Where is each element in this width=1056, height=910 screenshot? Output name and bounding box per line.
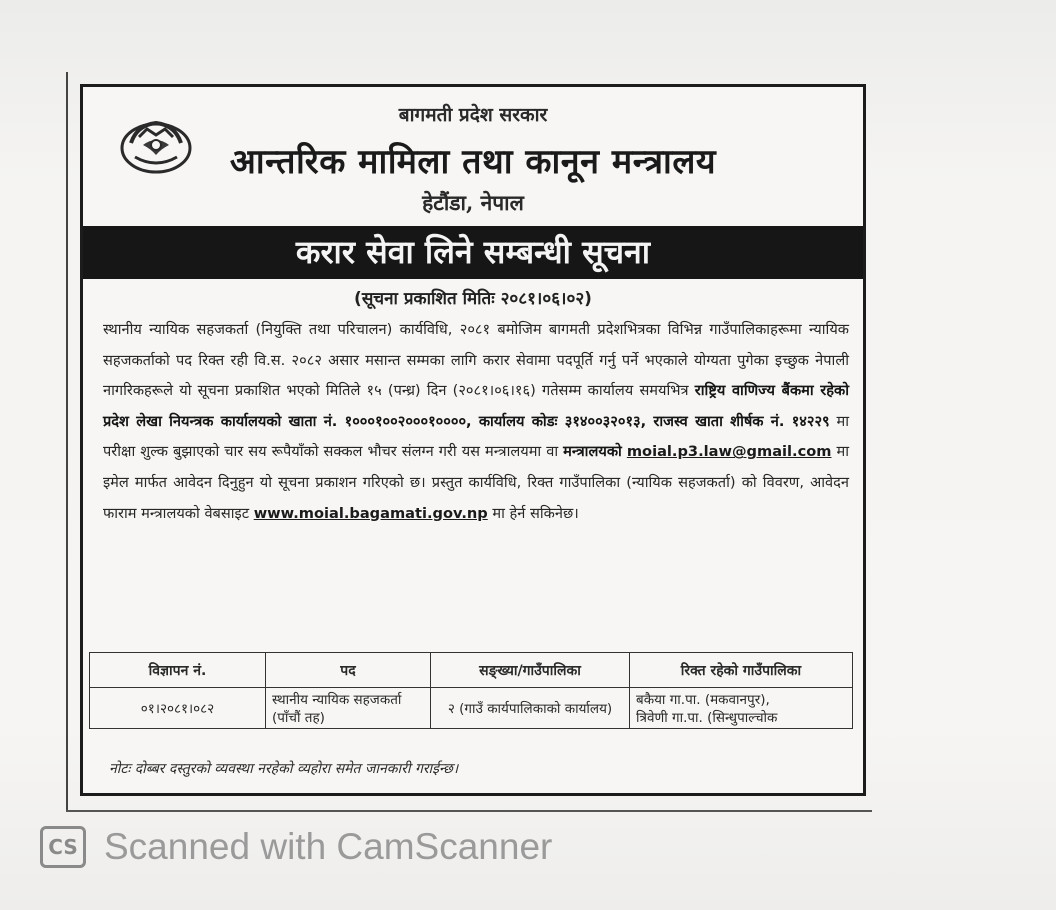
header-vacancy: रिक्त रहेको गाउँपालिका (630, 653, 853, 688)
vacancy-line-1: बकैया गा.पा. (मकवानपुर), (636, 692, 770, 708)
cell-ad-no: ०१।२०८१।०८२ (90, 688, 266, 729)
outer-border-left (66, 72, 68, 812)
notice-frame (80, 84, 866, 796)
ministry-location: हेटौंडा, नेपाल (422, 190, 524, 215)
body-text-part-2: मा परीक्षा शुल्क बुझाएको चार सय रूपैयाँको सक्कल भौचर संलग्न गरी यस मन्त्रालयमा वा (103, 412, 849, 461)
table-header-row (90, 653, 853, 688)
header-post: पद (266, 653, 431, 688)
footnote: नोटः दोब्बर दस्तुरको व्यवस्था नरहेको व्यहोरा समेत जानकारी गराईन्छ। (109, 761, 459, 777)
email-link[interactable]: moial.p3.law@gmail.com (626, 443, 832, 461)
publication-date: (सूचना प्रकाशित मितिः २०८१।०६।०२) (354, 289, 592, 309)
ministry-name: आन्तरिक मामिला तथा कानून मन्त्रालय (229, 142, 717, 182)
vacancy-line-2: त्रिवेणी गा.पा. (सिन्धुपाल्चोक (636, 710, 778, 726)
vacancy-table (89, 652, 853, 729)
bank-account-details: राष्ट्रिय वाणिज्य बैंकमा रहेको प्रदेश लेखा नियन्त्रक कार्यालयको खाता नं. १०००१००२०००१००००, कार्यालय कोडः ३१४००३२०१३, राजस्व खाता शीर्षक नं. १४२२९ (103, 382, 849, 430)
header-ad-no: विज्ञापन नं. (90, 653, 266, 688)
ministry-label: मन्त्रालयको (563, 443, 622, 461)
body-text-part-1: स्थानीय न्यायिक सहजकर्ता (नियुक्ति तथा परिचालन) कार्यविधि, २०८१ बमोजिम बागमती प्रदेशभित्रका विभिन्न गाउँपालिकाहरूमा न्यायिक सहजकर्ताको पद रिक्त रही वि.स. २०८२ असार मसान्त सम्मका लागि करार सेवामा पदपूर्ति गर्नु पर्ने भएकाले योग्यता पुगेका इच्छुक नेपाली नागरिकहरूले यो सूचना प्रकाशित भएको मितिले १५ (पन्ध्र) दिन (२०८१।०६।१६) गतेसम्म कार्यालय समयभित्र (103, 321, 849, 400)
table-row (90, 688, 853, 729)
cell-post: स्थानीय न्यायिक सहजकर्ता (पाँचौं तह) (266, 688, 431, 729)
website-link[interactable]: www.moial.bagamati.gov.np (253, 504, 488, 522)
government-name: बागमती प्रदेश सरकार (398, 104, 548, 126)
outer-border-bottom (66, 810, 872, 812)
notice-title-banner: करार सेवा लिने सम्बन्धी सूचना (83, 226, 863, 279)
cell-vacancy (630, 688, 853, 729)
header-count: सङ्ख्या/गाउँपालिका (431, 653, 630, 688)
body-text-part-3: मा इमेल मार्फत आवेदन दिनुहुन यो सूचना प्रकाशन गरिएको छ। प्रस्तुत कार्यविधि, रिक्त गाउँपालिका (न्यायिक सहजकर्ता) को विवरण, आवेदन फाराम मन्त्रालयको वेबसाइट (103, 443, 850, 522)
notice-body (103, 315, 849, 529)
cell-count: २ (गाउँ कार्यपालिकाको कार्यालय) (431, 688, 630, 729)
camscanner-watermark: Scanned with CamScanner (104, 826, 553, 867)
body-text-part-4: मा हेर्न सकिनेछ। (487, 504, 579, 522)
camscanner-logo-icon: CS (40, 826, 86, 868)
